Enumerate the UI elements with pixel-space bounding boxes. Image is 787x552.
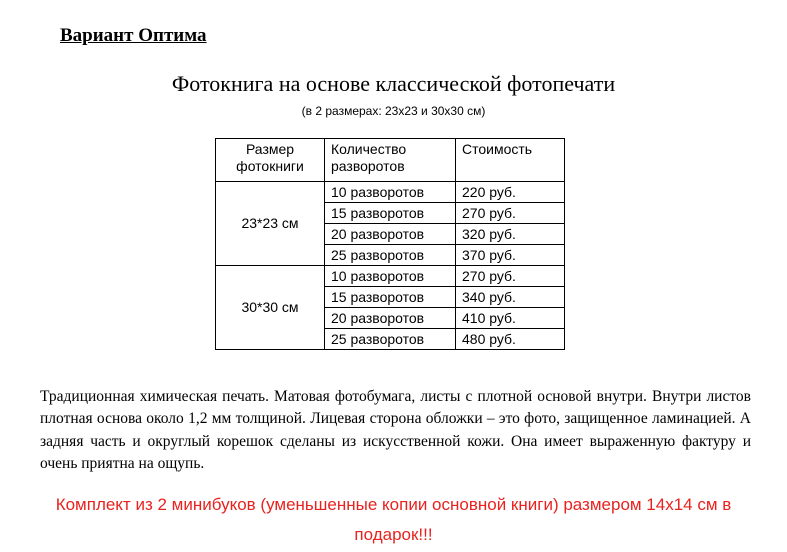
count-cell: 15 разворотов <box>325 287 456 308</box>
price-cell: 220 руб. <box>456 182 565 203</box>
price-cell: 370 руб. <box>456 245 565 266</box>
table-row <box>216 182 565 203</box>
header-size-line2: фотокниги <box>236 158 304 174</box>
gift-note: Комплект из 2 минибуков (уменьшенные копии основной книги) размером 14х14 см в подарок!!! <box>55 495 732 544</box>
count-cell: 20 разворотов <box>325 308 456 329</box>
page-title: Фотокнига на основе классической фотопечати <box>171 71 616 96</box>
description-text: Традиционная химическая печать. Матовая фотобумага, листы с плотной основой внутри. Внутри листов плотная основа около 1,2 мм толщиной. Лицевая сторона обложки – это фото, защищенное ламинацией. А задняя часть и округлый корешок сделаны из искусственной кожи. Она имеет выраженную фактуру и очень приятна на ощупь. <box>40 388 751 472</box>
header-size <box>216 139 325 182</box>
header-price: Стоимость <box>456 139 565 182</box>
count-cell: 25 разворотов <box>325 329 456 350</box>
price-cell: 340 руб. <box>456 287 565 308</box>
page-subtitle: (в 2 размерах: 23х23 и 30х30 см) <box>301 104 486 118</box>
count-cell: 10 разворотов <box>325 182 456 203</box>
header-count <box>325 139 456 182</box>
table-header-row <box>216 139 565 182</box>
price-cell: 270 руб. <box>456 203 565 224</box>
size-cell: 30*30 см <box>216 266 325 350</box>
price-table <box>215 138 565 350</box>
price-cell: 480 руб. <box>456 329 565 350</box>
count-cell: 20 разворотов <box>325 224 456 245</box>
count-cell: 10 разворотов <box>325 266 456 287</box>
header-size-line1: Размер <box>245 141 295 157</box>
count-cell: 25 разворотов <box>325 245 456 266</box>
price-cell: 320 руб. <box>456 224 565 245</box>
price-cell: 270 руб. <box>456 266 565 287</box>
price-cell: 410 руб. <box>456 308 565 329</box>
variant-title: Вариант Оптима <box>60 25 207 46</box>
header-count-line1: Количество <box>331 141 407 157</box>
count-cell: 15 разворотов <box>325 203 456 224</box>
size-cell: 23*23 см <box>216 182 325 266</box>
header-count-line2: разворотов <box>331 158 405 174</box>
table-row <box>216 266 565 287</box>
